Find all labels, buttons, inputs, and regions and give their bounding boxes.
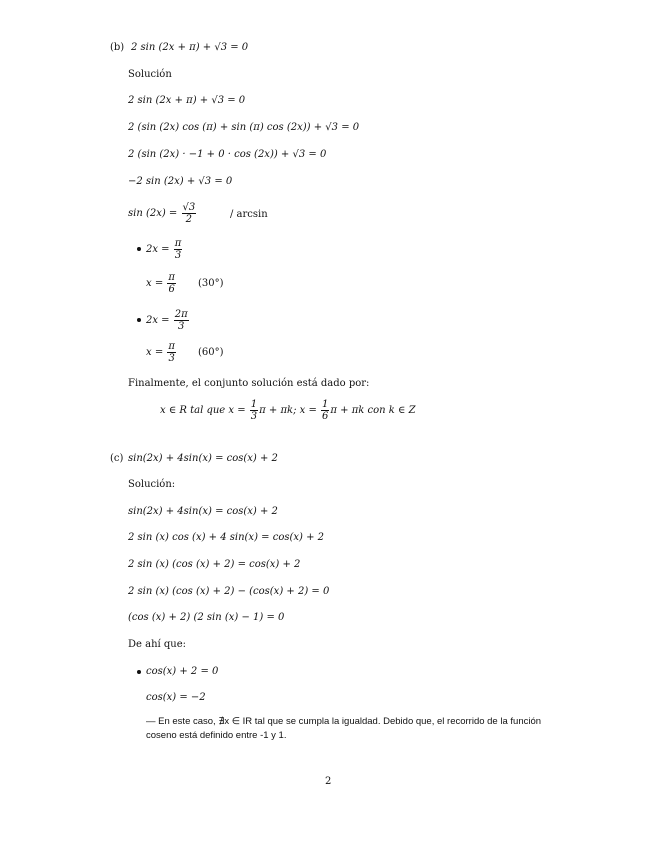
fraction-numerator: π (168, 272, 175, 283)
case-2-lhs: 2x = (146, 315, 170, 326)
case-1-lhs: 2x = (146, 244, 170, 255)
fraction-denominator: 2 (185, 214, 193, 225)
part-b-step-1: 2 sin (2x + π) + √3 = 0 (128, 95, 246, 106)
final-set-suffix: π + πk con k ∈ Z (330, 405, 416, 416)
step-5-lhs: sin (2x) = (128, 208, 178, 219)
fraction-denominator: 3 (178, 321, 185, 332)
one-third-fraction (250, 399, 258, 422)
part-c-step-4: 2 sin (x) (cos (x) + 2) − (cos(x) + 2) = 0 (128, 586, 330, 597)
two-pi-over-3-fraction (174, 309, 189, 332)
part-b-problem: 2 sin (2x + π) + √3 = 0 (131, 42, 249, 53)
part-c-label: (c) (110, 453, 124, 464)
part-b-step-5 (128, 202, 197, 225)
part-b-step-3: 2 (sin (2x) · −1 + 0 · cos (2x)) + √3 = 0 (128, 149, 327, 160)
part-c-case-1-solution: cos(x) = −2 (146, 692, 206, 703)
fraction-denominator: 6 (322, 411, 329, 422)
case-2-degrees: (60°) (198, 347, 224, 358)
fraction-numerator: √3 (182, 202, 196, 213)
fraction-denominator: 3 (250, 411, 258, 422)
part-c-solution-heading: Solución: (128, 479, 176, 490)
part-c-step-2: 2 sin (x) cos (x) + 4 sin(x) = cos(x) + 2 (128, 532, 325, 543)
part-c-step-3: 2 sin (x) (cos (x) + 2) = cos(x) + 2 (128, 559, 301, 570)
fraction-numerator: 1 (250, 399, 258, 410)
fraction-denominator: 3 (168, 353, 175, 364)
bullet-icon (137, 670, 141, 674)
pi-over-3-fraction (174, 238, 183, 261)
part-b-solution-heading: Solución (128, 69, 172, 80)
one-sixth-fraction (321, 399, 329, 422)
part-b-case-1-solution (146, 272, 177, 295)
final-solution-set (160, 399, 416, 422)
part-b-step-2: 2 (sin (2x) cos (π) + sin (π) cos (2x)) + √3 = 0 (128, 122, 360, 133)
arcsin-note: / arcsin (230, 209, 268, 220)
pi-over-3-fraction (167, 341, 176, 364)
part-b-case-1-equation (146, 238, 183, 261)
fraction-denominator: 6 (168, 284, 175, 295)
part-b-step-4: −2 sin (2x) + √3 = 0 (128, 176, 233, 187)
bullet-icon (137, 247, 141, 251)
part-c-problem: sin(2x) + 4sin(x) = cos(x) + 2 (128, 453, 278, 464)
part-c-step-5: (cos (x) + 2) (2 sin (x) − 1) = 0 (128, 612, 285, 623)
part-c-step-1: sin(2x) + 4sin(x) = cos(x) + 2 (128, 506, 278, 517)
case-1-degrees: (30°) (198, 278, 224, 289)
final-set-middle: π + πk; x = (259, 405, 317, 416)
case-1-sol-lhs: x = (146, 278, 164, 289)
final-set-prefix: x ∈ R tal que x = (160, 405, 246, 416)
page-number: 2 (325, 776, 332, 787)
fraction-denominator: 3 (174, 250, 182, 261)
de-ahi-que: De ahí que: (128, 639, 187, 650)
fraction-numerator: 1 (322, 399, 329, 410)
case-2-sol-lhs: x = (146, 347, 164, 358)
note-line-1: — En este caso, ∄x ∈ IR tal que se cumpla la igualdad. Debido que, el recorrido de la función (146, 716, 542, 727)
part-b-label: (b) (110, 42, 125, 53)
bullet-icon (137, 318, 141, 322)
fraction-numerator: 2π (174, 309, 188, 320)
part-b-case-2-equation (146, 309, 190, 332)
final-statement: Finalmente, el conjunto solución está dado por: (128, 378, 370, 389)
sqrt3-over-2-fraction (182, 202, 197, 225)
pi-over-6-fraction (167, 272, 176, 295)
part-c-case-1-equation: cos(x) + 2 = 0 (146, 666, 219, 677)
note-line-2: coseno está definido entre -1 y 1. (146, 730, 287, 741)
part-b-case-2-solution (146, 341, 177, 364)
fraction-numerator: π (174, 238, 182, 249)
fraction-numerator: π (168, 341, 175, 352)
